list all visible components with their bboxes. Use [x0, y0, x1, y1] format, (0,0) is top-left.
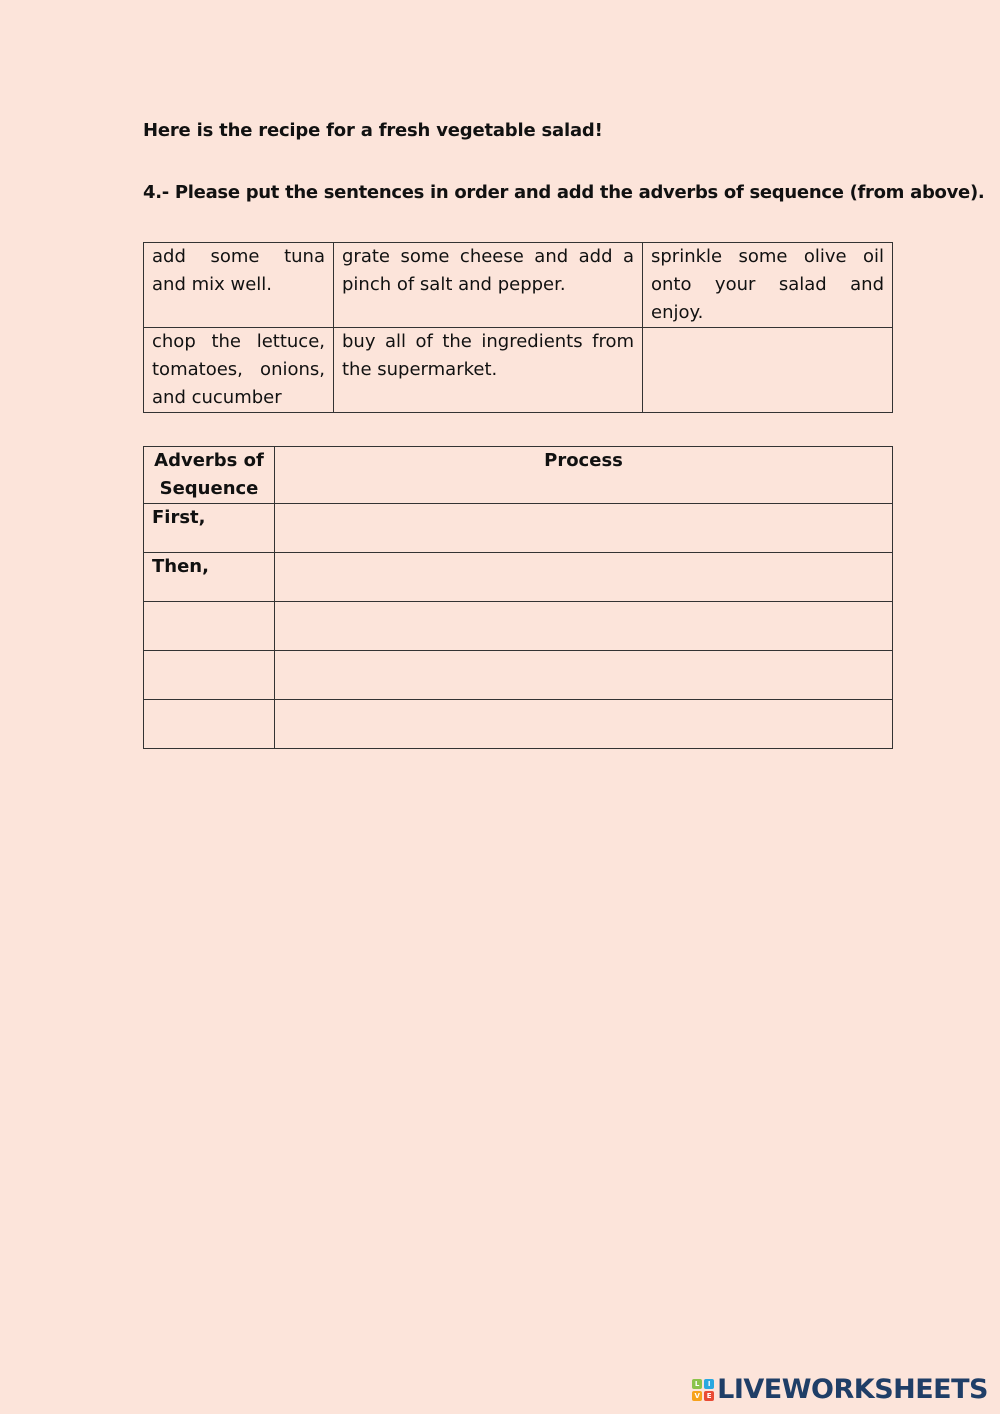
process-input[interactable]	[275, 602, 893, 651]
sentence-cell: add some tuna and mix well.	[144, 243, 334, 328]
instruction-text: 4.- Please put the sentences in order and add the adverbs of sequence (from above).	[143, 182, 985, 203]
logo-text: LIVEWORKSHEETS	[717, 1374, 988, 1405]
adverb-input[interactable]	[144, 651, 275, 700]
process-input[interactable]	[275, 651, 893, 700]
header-adverbs: Adverbs of Sequence	[144, 447, 275, 504]
answer-table-header	[144, 447, 893, 504]
process-input[interactable]	[275, 553, 893, 602]
logo-tile: L	[692, 1379, 702, 1389]
process-input[interactable]	[275, 504, 893, 553]
sentence-cell: grate some cheese and add a pinch of salt and pepper.	[334, 243, 643, 328]
intro-text: Here is the recipe for a fresh vegetable salad!	[143, 120, 603, 141]
answer-row	[144, 504, 893, 553]
logo-icon	[692, 1379, 714, 1401]
sentence-cell: sprinkle some olive oil onto your salad and enjoy.	[643, 243, 893, 328]
logo-tile: I	[704, 1379, 714, 1389]
answer-row	[144, 700, 893, 749]
liveworksheets-logo	[692, 1374, 988, 1405]
adverb-input[interactable]	[144, 602, 275, 651]
answer-row	[144, 553, 893, 602]
header-process: Process	[275, 447, 893, 504]
sentence-cell: chop the lettuce, tomatoes, onions, and cucumber	[144, 328, 334, 413]
adverb-input[interactable]	[144, 700, 275, 749]
sentence-cell-empty	[643, 328, 893, 413]
sentences-row	[144, 243, 893, 328]
sentence-cell: buy all of the ingredients from the supermarket.	[334, 328, 643, 413]
answer-row	[144, 602, 893, 651]
adverb-cell[interactable]: Then,	[144, 553, 275, 602]
process-input[interactable]	[275, 700, 893, 749]
logo-tile: V	[692, 1391, 702, 1401]
answer-row	[144, 651, 893, 700]
sentences-row	[144, 328, 893, 413]
answer-table	[143, 446, 893, 749]
sentences-table	[143, 242, 893, 413]
adverb-cell[interactable]: First,	[144, 504, 275, 553]
logo-tile: E	[704, 1391, 714, 1401]
